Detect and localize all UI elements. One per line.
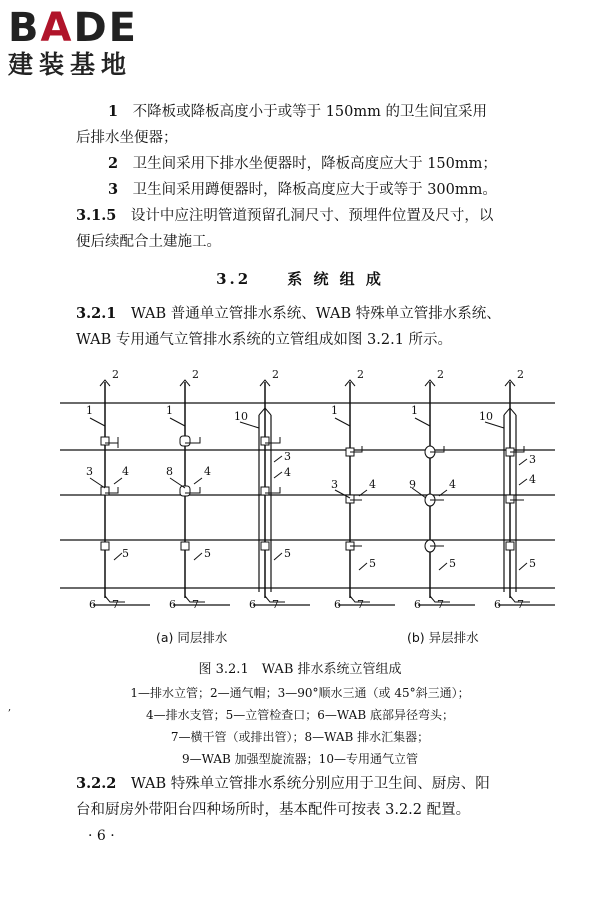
section-number: 3.2 [216, 270, 252, 288]
label-7: 7 [357, 598, 364, 611]
label-4: 4 [529, 473, 536, 486]
label-4: 4 [204, 465, 211, 478]
label-3: 3 [86, 465, 93, 478]
label-1: 1 [86, 404, 93, 417]
label-2: 2 [437, 368, 444, 381]
label-5: 5 [284, 547, 291, 560]
label-6: 6 [334, 598, 341, 611]
clause-number: 3.2.2 [76, 775, 117, 792]
label-6: 6 [494, 598, 501, 611]
clause-number: 3.1.5 [76, 207, 117, 224]
section-title: 系 统 组 成 [287, 270, 384, 288]
label-4: 4 [284, 466, 291, 479]
label-6: 6 [249, 598, 256, 611]
clause-text: WAB 特殊单立管排水系统分别应用于卫生间、厨房、阳 [130, 776, 490, 792]
clause-number: 3.2.1 [76, 305, 117, 322]
figure-legend-line: 4—排水支管；5—立管检查口；6—WAB 底部异径弯头； [146, 708, 454, 722]
label-6: 6 [89, 598, 96, 611]
label-1: 1 [331, 404, 338, 417]
clause-text: 设计中应注明管道预留孔洞尺寸、预埋件位置及尺寸，以 [130, 208, 494, 224]
label-5: 5 [369, 557, 376, 570]
item-2 [108, 154, 497, 174]
label-7: 7 [112, 598, 119, 611]
figure-legend-line: 7—横干管（或排出管）；8—WAB 排水汇集器； [170, 730, 430, 744]
riser-b3 [485, 380, 555, 605]
clause-3-1-5 [76, 206, 493, 226]
label-2: 2 [517, 368, 524, 381]
item-text: 卫生间采用蹲便器时，降板高度应大于或等于 300mm。 [132, 182, 497, 198]
section-heading [0, 268, 600, 289]
label-2: 2 [112, 368, 119, 381]
label-6: 6 [169, 598, 176, 611]
label-2: 2 [357, 368, 364, 381]
label-4: 4 [369, 478, 376, 491]
page-number: · 6 · [88, 828, 115, 844]
floor-slabs [60, 403, 555, 588]
label-9: 9 [409, 478, 416, 491]
item-number: 1 [108, 103, 119, 120]
item-number: 2 [108, 155, 119, 172]
riser-a3 [240, 380, 310, 605]
label-10: 10 [479, 410, 493, 423]
label-7: 7 [272, 598, 279, 611]
riser-a2 [170, 380, 230, 605]
bade-logo [8, 4, 138, 80]
label-8: 8 [166, 465, 173, 478]
clause-3-2-2 [76, 774, 490, 794]
item-1 [108, 102, 487, 122]
label-10: 10 [234, 410, 248, 423]
label-4: 4 [449, 478, 456, 491]
figure-caption: 图 3.2.1 WAB 排水系统立管组成 [198, 662, 402, 677]
label-2: 2 [192, 368, 199, 381]
label-3: 3 [331, 478, 338, 491]
item-text: 不降板或降板高度小于或等于 150mm 的卫生间宜采用 [132, 104, 487, 120]
label-5: 5 [122, 547, 129, 560]
item-1-continuation: 后排水坐便器； [76, 130, 178, 146]
label-2: 2 [272, 368, 279, 381]
figure-legend-line: 9—WAB 加强型旋流器；10—专用通气立管 [182, 752, 418, 766]
riser-b2 [412, 380, 475, 605]
riser-diagram [60, 360, 560, 620]
label-3: 3 [284, 450, 291, 463]
label-5: 5 [204, 547, 211, 560]
label-7: 7 [517, 598, 524, 611]
clause-3-1-5-continuation: 便后续配合土建施工。 [76, 234, 221, 250]
label-1: 1 [411, 404, 418, 417]
clause-3-2-1 [76, 304, 501, 324]
label-5: 5 [529, 557, 536, 570]
label-7: 7 [437, 598, 444, 611]
riser-b1 [335, 380, 395, 605]
figure-legend-line: 1—排水立管；2—通气帽；3—90°顺水三通（或 45°斜三通）； [130, 686, 470, 700]
label-5: 5 [449, 557, 456, 570]
clause-text: WAB 普通单立管排水系统、WAB 特殊单立管排水系统、 [130, 306, 501, 322]
label-7: 7 [192, 598, 199, 611]
figure-sublabel-a: (a) 同层排水 [156, 630, 228, 645]
clause-3-2-1-continuation: WAB 专用通气立管排水系统的立管组成如图 3.2.1 所示。 [76, 332, 453, 348]
label-4: 4 [122, 465, 129, 478]
item-number: 3 [108, 181, 119, 198]
logo-subtitle: 建装基地 [8, 50, 133, 79]
label-1: 1 [166, 404, 173, 417]
riser-a1 [90, 380, 150, 605]
label-3: 3 [529, 453, 536, 466]
figure-sublabel-b: (b) 异层排水 [407, 630, 479, 645]
stray-mark: , [8, 702, 12, 713]
figure-labels [86, 368, 536, 611]
label-6: 6 [414, 598, 421, 611]
item-text: 卫生间采用下排水坐便器时，降板高度应大于 150mm； [132, 156, 497, 172]
logo-wordmark: BADE [8, 5, 138, 51]
item-3 [108, 180, 497, 200]
clause-3-2-2-continuation: 台和厨房外带阳台四种场所时，基本配件可按表 3.2.2 配置。 [76, 802, 471, 818]
